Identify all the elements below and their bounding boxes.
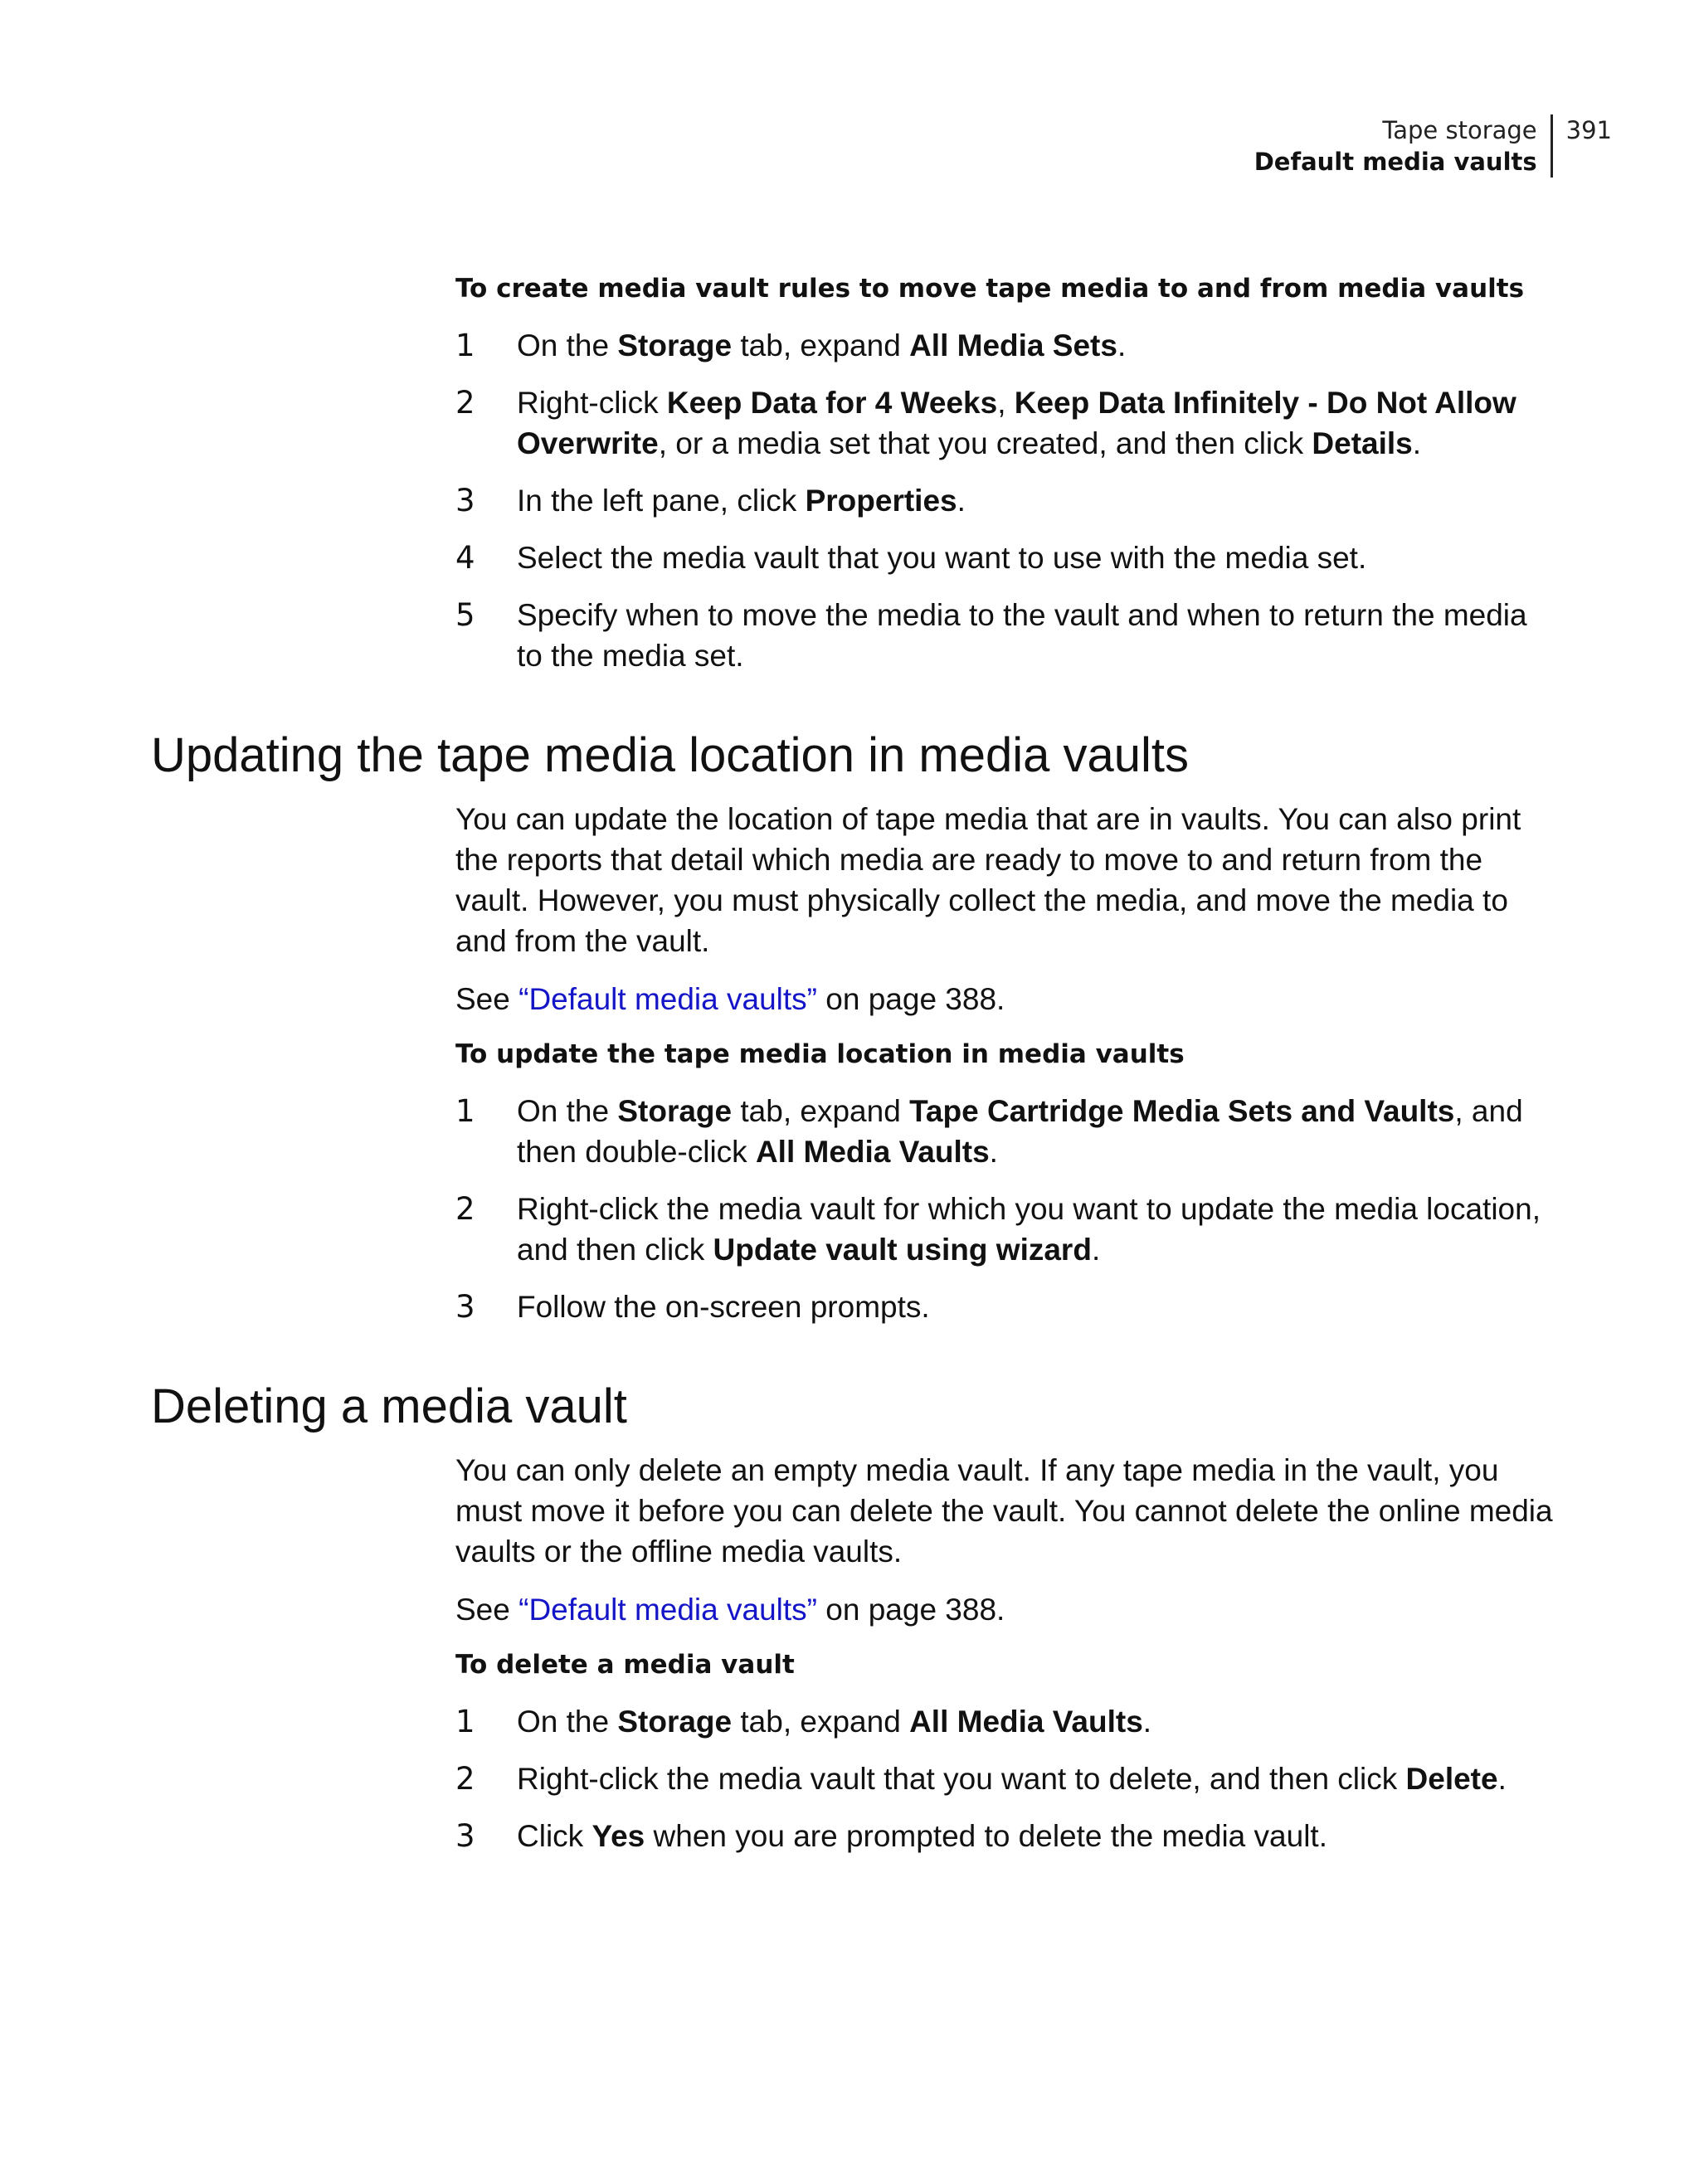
section-paragraph: You can only delete an empty media vault. If any tape media in the vault, you must move it before you can delete the vault. You cannot delete the online media vaults or the offline media vaults. [455, 1453, 1553, 1569]
step-number: 2 [455, 1761, 475, 1797]
procedure-title-update-location: To update the tape media location in media vaults [455, 1039, 1185, 1069]
page-number: 391 [1565, 116, 1612, 144]
cross-reference: See “Default media vaults” on page 388. [455, 1593, 1005, 1627]
step-3 [455, 1287, 1559, 1327]
step-number: 1 [455, 328, 475, 363]
step-1 [455, 1091, 1559, 1172]
step-number: 2 [455, 385, 475, 421]
step-number: 2 [455, 1191, 475, 1227]
step-4 [455, 537, 1559, 578]
running-header [1254, 114, 1612, 178]
step-1 [455, 325, 1559, 366]
step-number: 5 [455, 597, 475, 633]
step-number: 3 [455, 1289, 475, 1325]
step-text: Right-click the media vault that you want to delete, and then click Delete. [517, 1762, 1507, 1796]
section-heading-updating-location: Updating the tape media location in media vaults [151, 728, 1189, 782]
step-text: On the Storage tab, expand All Media Sets. [517, 328, 1127, 362]
step-text: Follow the on-screen prompts. [517, 1290, 930, 1324]
step-2 [455, 1189, 1559, 1270]
step-3 [455, 480, 1559, 521]
step-text: Right-click the media vault for which you want to update the media location, and then click Update vault using wizard. [517, 1192, 1541, 1267]
step-text: On the Storage tab, expand Tape Cartridge Media Sets and Vaults, and then double-click All Media Vaults. [517, 1094, 1523, 1169]
default-media-vaults-link[interactable]: “Default media vaults” [518, 982, 817, 1016]
section-title: Default media vaults [1254, 148, 1537, 176]
step-number: 3 [455, 483, 475, 518]
step-1 [455, 1701, 1559, 1742]
chapter-title: Tape storage [1382, 116, 1537, 144]
step-text: On the Storage tab, expand All Media Vaults. [517, 1705, 1152, 1739]
step-5 [455, 595, 1559, 676]
step-text: Specify when to move the media to the vault and when to return the media to the media set. [517, 598, 1527, 673]
step-number: 3 [455, 1818, 475, 1854]
procedure-title-delete-vault: To delete a media vault [455, 1650, 795, 1680]
step-text: Select the media vault that you want to use with the media set. [517, 541, 1367, 575]
default-media-vaults-link[interactable]: “Default media vaults” [518, 1593, 817, 1627]
step-number: 4 [455, 540, 475, 576]
step-3 [455, 1816, 1559, 1856]
step-text: Click Yes when you are prompted to delete the media vault. [517, 1819, 1327, 1853]
step-text: Right-click Keep Data for 4 Weeks, Keep Data Infinitely - Do Not Allow Overwrite, or a media set that you created, and then click Details. [517, 386, 1516, 460]
section-heading-deleting-vault: Deleting a media vault [151, 1379, 627, 1433]
step-2 [455, 382, 1559, 464]
section-paragraph: You can update the location of tape media that are in vaults. You can also print the reports that detail which media are ready to move to and return from the vault. However, you must physically collect the media, and move the media to and from the vault. [455, 802, 1521, 958]
step-text: In the left pane, click Properties. [517, 484, 966, 518]
step-number: 1 [455, 1704, 475, 1739]
step-2 [455, 1758, 1559, 1799]
cross-reference: See “Default media vaults” on page 388. [455, 982, 1005, 1016]
procedure-title-create-rules: To create media vault rules to move tape media to and from media vaults [455, 274, 1525, 304]
header-titles [1254, 114, 1553, 178]
step-number: 1 [455, 1093, 475, 1129]
